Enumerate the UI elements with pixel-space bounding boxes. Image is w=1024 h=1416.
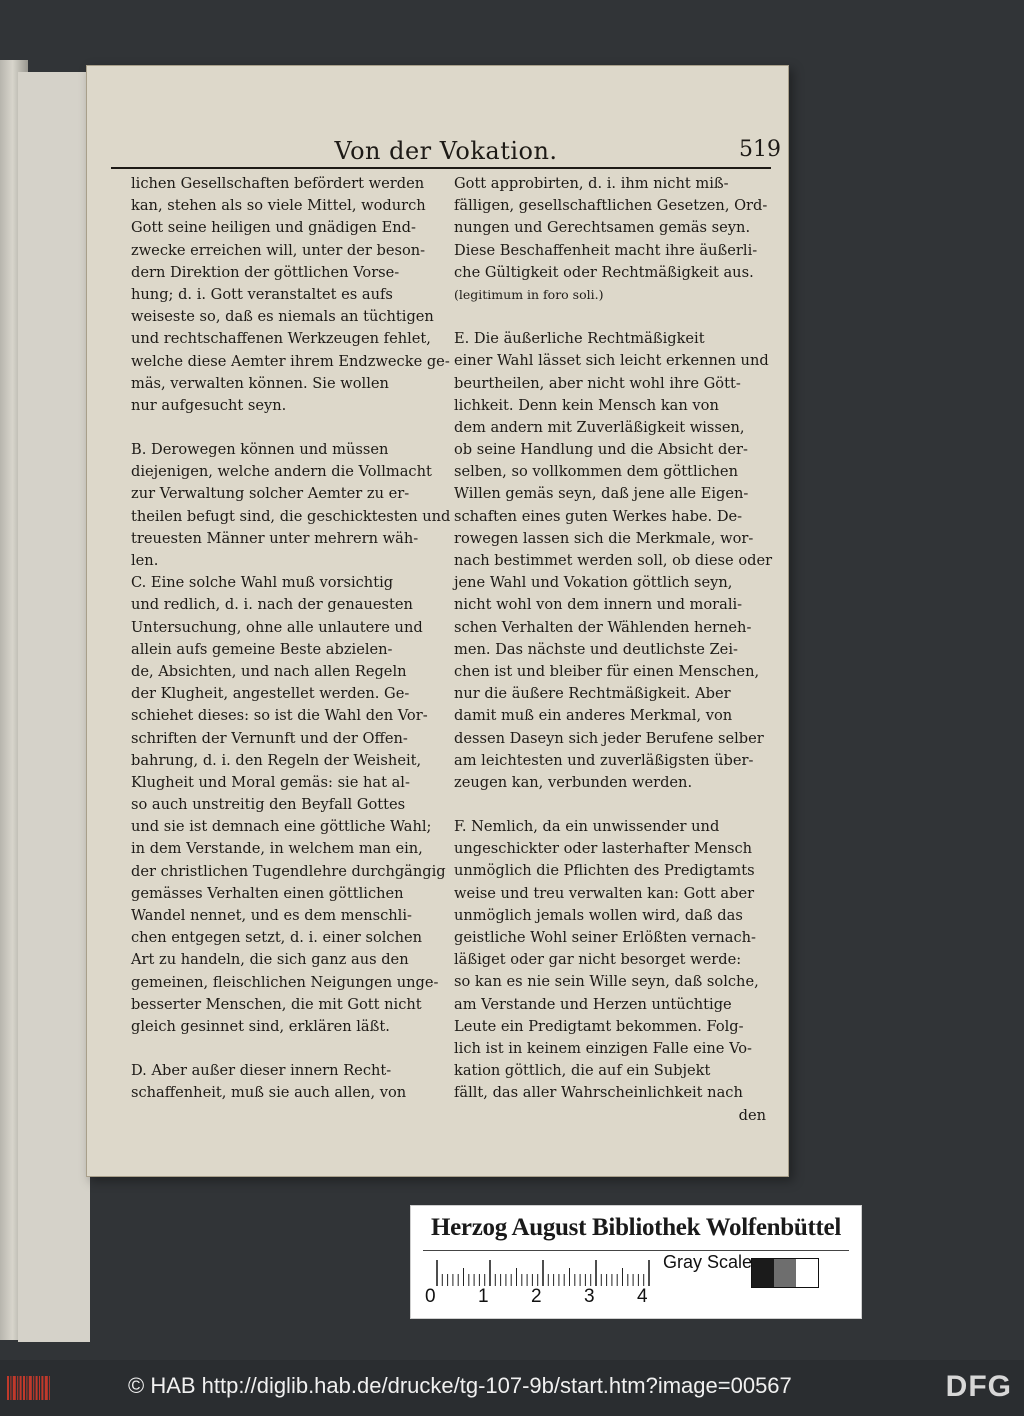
text-line: unmöglich jemals wollen wird, daß das: [454, 906, 743, 924]
ruler-number: 0: [425, 1286, 436, 1307]
text-line: treuesten Männer unter mehrern wäh-: [131, 529, 419, 547]
text-line: so kan es nie sein Wille seyn, daß solche,: [454, 973, 759, 991]
ruler-number: 2: [531, 1286, 542, 1307]
text-line: schaften eines guten Werkes habe. De-: [454, 507, 743, 525]
text-line: jene Wahl und Vokation göttlich seyn,: [454, 574, 733, 592]
grayscale-swatch: [774, 1259, 796, 1287]
text-line: damit muß ein anderes Merkmal, von: [454, 707, 733, 725]
text-line: nicht wohl von dem innern und morali-: [454, 596, 743, 614]
text-line: am Verstande und Herzen untüchtige: [454, 995, 732, 1013]
text-line: einer Wahl lässet sich leicht erkennen und: [454, 352, 769, 370]
text-line: bahrung, d. i. den Regeln der Weisheit,: [131, 751, 422, 769]
barcode-bar: [10, 1376, 11, 1400]
text-line: de, Absichten, und nach allen Regeln: [131, 662, 407, 680]
text-line: läßiget oder gar nicht besorget werde:: [454, 951, 742, 969]
running-title: Von der Vokation.: [334, 137, 558, 165]
barcode-bar: [41, 1376, 43, 1400]
barcode-bar: [29, 1376, 32, 1400]
text-line: chen entgegen setzt, d. i. einer solchen: [131, 929, 423, 947]
text-line: Gott approbirten, d. i. ihm nicht miß-: [454, 175, 729, 192]
text-line: zeugen kan, verbunden werden.: [454, 773, 693, 791]
text-line: und redlich, d. i. nach der genauesten: [131, 596, 413, 614]
text-line: zur Verwaltung solcher Aemter zu er-: [131, 485, 410, 503]
barcode-bar: [26, 1376, 27, 1400]
text-line: und sie ist demnach eine göttliche Wahl;: [131, 818, 432, 836]
text-line: schaffenheit, muß sie auch allen, von: [131, 1084, 407, 1102]
text-line: B. Derowegen können und müssen: [131, 441, 389, 459]
text-line: nungen und Gerechtsamen gemäs seyn.: [454, 219, 751, 237]
text-line: schriften der Vernunft und der Offen-: [131, 729, 408, 747]
ruler-number: 1: [478, 1286, 489, 1307]
text-line: Art zu handeln, die sich ganz aus den: [131, 951, 409, 969]
text-line: der christlichen Tugendlehre durchgängig: [131, 862, 446, 880]
text-line: F. Nemlich, da ein unwissender und: [454, 818, 720, 836]
text-line: Untersuchung, ohne alle unlautere und: [131, 618, 423, 636]
text-line: dessen Daseyn sich jeder Berufene selber: [454, 729, 764, 747]
text-line: men. Das nächste und deutlichste Zei-: [454, 640, 738, 658]
text-line: geistliche Wohl seiner Erlößten vernach-: [454, 929, 756, 946]
left-column: [131, 173, 451, 1105]
text-line: Leute ein Predigtamt bekommen. Folg-: [454, 1017, 744, 1035]
library-name: Herzog August Bibliothek Wolfenbüttel: [430, 1214, 841, 1241]
text-line: schiehet dieses: so ist die Wahl den Vor-: [131, 707, 428, 725]
ruler-number: 4: [637, 1286, 648, 1307]
text-line: in dem Verstande, in welchem man ein,: [131, 840, 423, 858]
text-line: lich ist in keinem einzigen Falle eine Vo-: [454, 1039, 752, 1057]
dfg-logo: DFG: [945, 1370, 1012, 1403]
text-line: weiseste so, daß es niemals an tüchtigen: [131, 308, 434, 326]
library-label: [410, 1205, 862, 1319]
barcode-bar: [49, 1376, 50, 1400]
header-rule: [111, 167, 771, 169]
barcode-bar: [39, 1376, 40, 1400]
grayscale-swatches: [751, 1258, 819, 1288]
text-line: che Gültigkeit oder Rechtmäßigkeit aus.: [454, 263, 754, 281]
text-line: beurtheilen, aber nicht wohl ihre Gött-: [454, 374, 741, 392]
paragraph-gap: [454, 306, 766, 328]
text-line: ungeschickter oder lasterhafter Mensch: [454, 840, 753, 858]
text-line: gleich gesinnet sind, erklären läßt.: [131, 1017, 390, 1035]
grayscale-swatch: [796, 1259, 818, 1287]
text-line: zwecke erreichen will, unter der beson-: [131, 241, 426, 259]
text-line: gemeinen, fleischlichen Neigungen unge-: [131, 973, 439, 991]
text-line: theilen befugt sind, die geschicktesten und: [131, 507, 451, 525]
barcode-bar: [36, 1376, 38, 1400]
barcode-bar: [7, 1376, 9, 1400]
grayscale-label: Gray Scale: [663, 1252, 753, 1272]
text-line: C. Eine solche Wahl muß vorsichtig: [131, 574, 394, 592]
text-line: gemässes Verhalten einen göttlichen: [131, 884, 404, 902]
text-line: besserter Menschen, die mit Gott nicht: [131, 995, 422, 1013]
text-line: Klugheit und Moral gemäs: sie hat al-: [131, 773, 410, 791]
barcode-icon: [6, 1374, 50, 1402]
text-line: und rechtschaffenen Werkzeugen fehlet,: [131, 330, 431, 348]
page-number: 519: [739, 137, 781, 162]
text-line: E. Die äußerliche Rechtmäßigkeit: [454, 330, 705, 348]
text-line: so auch unstreitig den Beyfall Gottes: [131, 796, 406, 814]
previous-page-edge: [18, 72, 90, 1342]
text-line: allein aufs gemeine Beste abzielen-: [131, 640, 393, 658]
text-line: lichen Gesellschaften befördert werden: [131, 175, 425, 192]
text-line: len.: [131, 552, 159, 569]
copyright-url[interactable]: © HAB http://diglib.hab.de/drucke/tg-107-9b/start.htm?image=00567: [128, 1373, 792, 1398]
catchword: den: [738, 1106, 766, 1124]
text-line: lichkeit. Denn kein Mensch kan von: [454, 396, 719, 414]
label-divider: [423, 1250, 849, 1251]
viewer-footer: [0, 1360, 1024, 1416]
barcode-bar: [20, 1376, 22, 1400]
text-line: fälligen, gesellschaftlichen Gesetzen, Ord-: [454, 197, 768, 215]
grayscale-swatch: [752, 1259, 774, 1287]
text-line: welche diese Aemter ihrem Endzwecke ge-: [131, 352, 450, 370]
barcode-bar: [45, 1376, 48, 1400]
paragraph-gap: [454, 794, 766, 816]
text-line: Diese Beschaffenheit macht ihre äußerli-: [454, 241, 758, 259]
text-line: schen Verhalten der Wählenden herneh-: [454, 618, 752, 636]
ruler-numbers: [425, 1286, 665, 1310]
text-line: ob seine Handlung und die Absicht der-: [454, 441, 748, 459]
right-column: [454, 173, 773, 1127]
text-line: kation göttlich, die auf ein Subjekt: [454, 1062, 711, 1080]
text-line: nur aufgesucht seyn.: [131, 396, 287, 414]
text-line: Gott seine heiligen und gnädigen End-: [131, 219, 416, 237]
text-line: nach bestimmet werden soll, ob diese oder: [454, 552, 773, 569]
text-line: rowegen lassen sich die Merkmale, wor-: [454, 529, 754, 547]
barcode-bar: [23, 1376, 25, 1400]
text-line: nur die äußere Rechtmäßigkeit. Aber: [454, 685, 731, 703]
ruler-number: 3: [584, 1286, 595, 1307]
text-line: diejenigen, welche andern die Vollmacht: [131, 463, 432, 481]
ruler-scale: [435, 1258, 655, 1286]
text-line: mäs, verwalten können. Sie wollen: [131, 374, 389, 392]
text-line: fällt, das aller Wahrscheinlichkeit nach: [454, 1084, 743, 1102]
text-line: am leichtesten und zuverläßigsten über-: [454, 751, 754, 769]
paragraph-gap: [131, 1038, 443, 1060]
text-line: dem andern mit Zuverläßigkeit wissen,: [454, 418, 745, 436]
barcode-bar: [33, 1376, 34, 1400]
text-line: chen ist und bleiber für einen Menschen,: [454, 662, 760, 680]
paragraph-gap: [131, 417, 443, 439]
book-page: [86, 65, 789, 1177]
text-line: dern Direktion der göttlichen Vorse-: [131, 263, 400, 281]
latin-note: (legitimum in foro soli.): [454, 286, 604, 302]
barcode-bar: [13, 1376, 16, 1400]
text-line: hung; d. i. Gott veranstaltet es aufs: [131, 285, 393, 303]
text-line: Wandel nennet, und es dem menschli-: [131, 907, 412, 924]
text-line: der Klugheit, angestellet werden. Ge-: [131, 685, 410, 703]
text-line: D. Aber außer dieser innern Recht-: [131, 1062, 392, 1080]
text-line: weise und treu verwalten kan: Gott aber: [454, 884, 755, 902]
barcode-bar: [17, 1376, 18, 1400]
text-line: unmöglich die Pflichten des Predigtamts: [454, 862, 755, 880]
text-line: Willen gemäs seyn, daß jene alle Eigen-: [454, 485, 749, 503]
text-line: selben, so vollkommen dem göttlichen: [454, 463, 738, 481]
text-line: kan, stehen als so viele Mittel, wodurch: [131, 197, 426, 215]
